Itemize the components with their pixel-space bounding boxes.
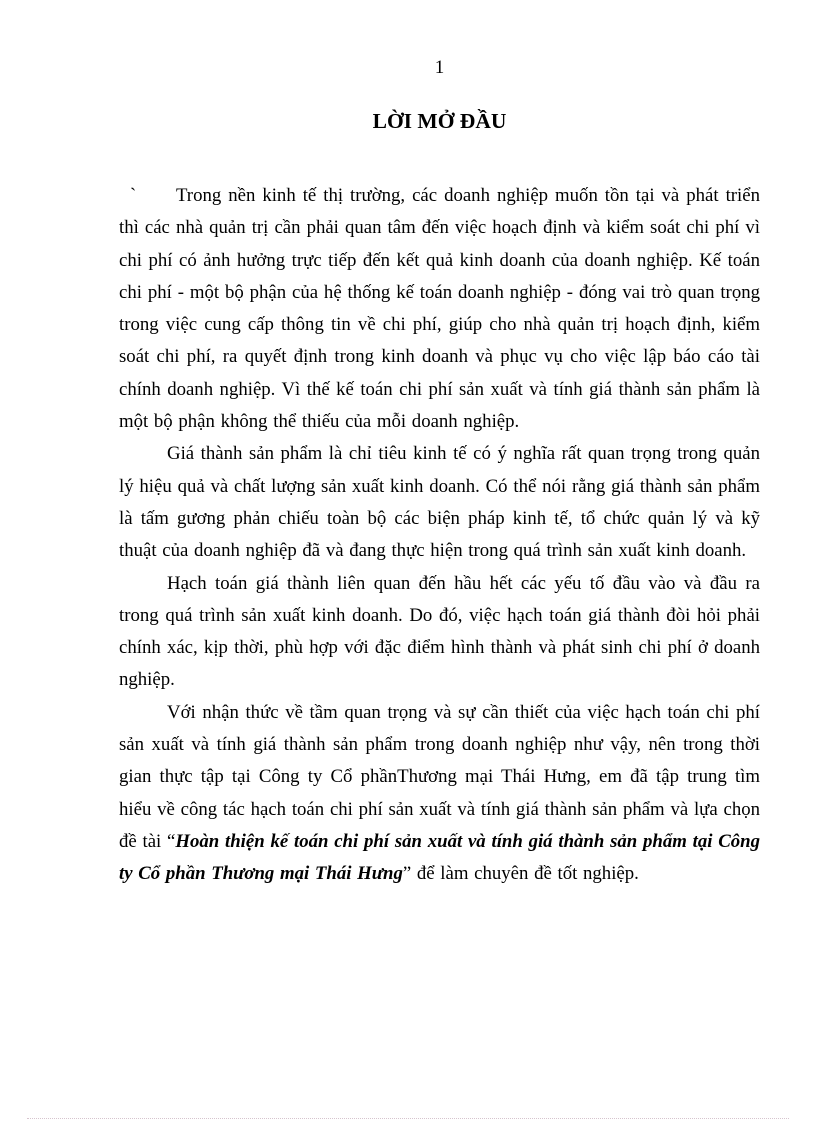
paragraph <box>119 568 760 697</box>
text-segment: Với nhận thức về tầm quan trọng và sự cần thiết của việc hạch toán chi phí sản xuất và tính giá thành sản phẩm trong doanh nghiệp như vậy, nên trong thời gian thực tập tại Công ty Cổ phầnThương mại Thái Hưng, em đã tập trung tìm hiểu về công tác hạch toán chi phí sản xuất và tính giá thành sản phẩm và lựa chọn đề tài “ <box>119 701 760 852</box>
paragraph <box>119 438 760 567</box>
text-segment: Trong nền kinh tế thị trường, các doanh nghiệp muốn tồn tại và phát triển thì các nhà quản trị cần phải quan tâm đến việc hoạch định và kiểm soát chi phí vì chi phí có ảnh hưởng trực tiếp đến kết quả kinh doanh của doanh nghiệp. Kế toán chi phí - một bộ phận của hệ thống kế toán doanh nghiệp - đóng vai trò quan trọng trong việc cung cấp thông tin về chi phí, giúp cho nhà quản trị hoạch định, kiểm soát chi phí, ra quyết định trong kinh doanh và phục vụ cho việc lập báo cáo tài chính doanh nghiệp. Vì thế kế toán chi phí sản xuất và tính giá thành sản phẩm là một bộ phận không thể thiếu của mỗi doanh nghiệp. <box>119 185 760 433</box>
page-number: 1 <box>434 57 445 78</box>
document-body <box>119 180 760 891</box>
text-segment: Hạch toán giá thành liên quan đến hầu hết các yếu tố đầu vào và đầu ra trong quá trình sản xuất kinh doanh. Do đó, việc hạch toán giá thành đòi hỏi phải chính xác, kịp thời, phù hợp với đặc điểm hình thành và phát sinh chi phí ở doanh nghiệp. <box>119 572 760 691</box>
text-segment: Hoàn thiện kế toán chi phí sản xuất và tính giá thành sản phẩm tại Công ty Cổ phần Thương mại Thái Hưng <box>119 830 760 885</box>
lead-character: ` <box>130 185 137 206</box>
paragraph <box>119 180 760 438</box>
text-segment: ” để làm chuyên đề tốt nghiệp. <box>402 863 639 885</box>
page-title: LỜI MỞ ĐẦU <box>372 109 507 133</box>
text-segment: Giá thành sản phẩm là chỉ tiêu kinh tế có ý nghĩa rất quan trọng trong quản lý hiệu quả và chất lượng sản xuất kinh doanh. Có thể nói rằng giá thành sản phẩm là tấm gương phản chiếu toàn bộ các biện pháp kinh tế, tổ chức quản lý và kỹ thuật của doanh nghiệp đã và đang thực hiện trong quá trình sản xuất kinh doanh. <box>119 443 760 562</box>
page-bottom-guide-rule <box>27 1118 789 1119</box>
paragraph <box>119 697 760 891</box>
